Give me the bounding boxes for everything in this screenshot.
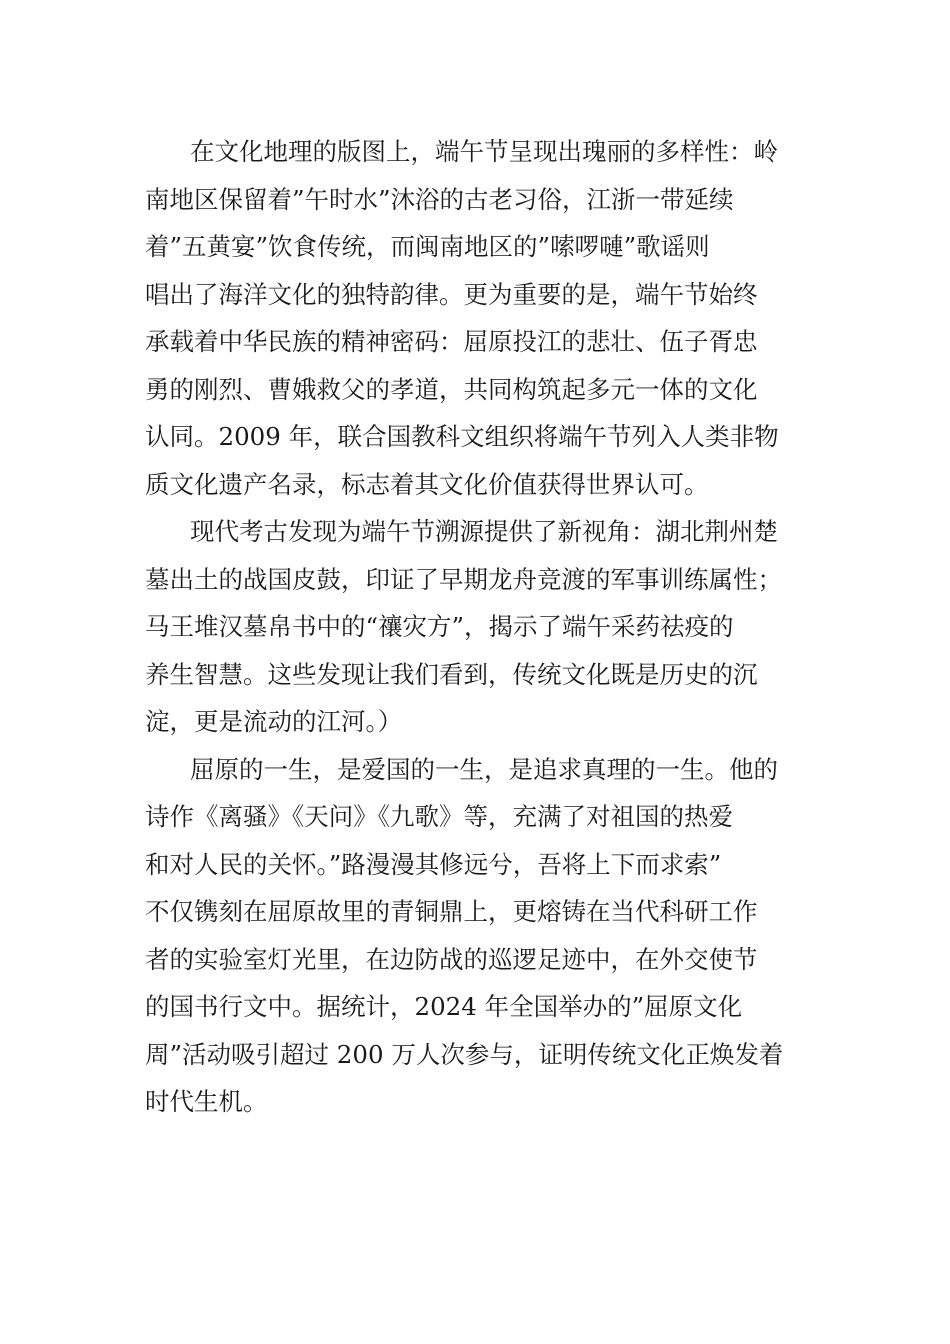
paragraph-line: 周”活动吸引超过 200 万人次参与，证明传统文化正焕发着 xyxy=(145,1039,784,1069)
paragraph-line: 墓出土的战国皮鼓，印证了早期龙舟竞渡的军事训练属性； xyxy=(145,564,782,594)
paragraph-qu-yuan xyxy=(145,746,810,1126)
paragraph-line: 屈原的一生，是爱国的一生，是追求真理的一生。他的 xyxy=(190,754,778,784)
paragraph-line: 和对人民的关怀。”路漫漫其修远兮，吾将上下而求索” xyxy=(145,849,722,879)
paragraph-line: 质文化遗产名录，标志着其文化价值获得世界认可。 xyxy=(145,469,709,499)
paragraph-line: 诗作《离骚》《天问》《九歌》等，充满了对祖国的热爱 xyxy=(145,802,733,831)
paragraph-line: 者的实验室灯光里，在边防战的巡逻足迹中，在外交使节 xyxy=(145,944,758,974)
paragraph-line: 淀，更是流动的江河。） xyxy=(145,707,403,736)
paragraph-line: 勇的刚烈、曹娥救父的孝道，共同构筑起多元一体的文化 xyxy=(145,374,758,404)
document-body xyxy=(145,128,810,1126)
paragraph-archaeology xyxy=(145,508,810,746)
paragraph-line: 现代考古发现为端午节溯源提供了新视角：湖北荆州楚 xyxy=(190,517,778,546)
paragraph-line: 马王堆汉墓帛书中的“禳灾方”，揭示了端午采药祛疫的 xyxy=(145,612,734,641)
paragraph-line: 在文化地理的版图上，端午节呈现出瑰丽的多样性：岭 xyxy=(190,137,778,166)
paragraph-line: 不仅镌刻在屈原故里的青铜鼎上，更熔铸在当代科研工作 xyxy=(145,897,758,926)
paragraph-line: 时代生机。 xyxy=(145,1087,268,1116)
paragraph-line: 的国书行文中。据统计，2024 年全国举办的”屈原文化 xyxy=(145,992,743,1021)
paragraph-line: 承载着中华民族的精神密码：屈原投江的悲壮、伍子胥忠 xyxy=(145,327,758,356)
paragraph-line: 认同。2009 年，联合国教科文组织将端午节列入人类非物 xyxy=(145,422,779,451)
paragraph-line: 唱出了海洋文化的独特韵律。更为重要的是，端午节始终 xyxy=(145,279,758,309)
paragraph-line: 养生智慧。这些发现让我们看到，传统文化既是历史的沉 xyxy=(145,659,758,689)
paragraph-line: 着”五黄宴”饮食传统，而闽南地区的”嗦啰嗹”歌谣则 xyxy=(145,232,710,261)
paragraph-line: 南地区保留着”午时水”沐浴的古老习俗，江浙一带延续 xyxy=(145,184,734,214)
paragraph-culture-geography xyxy=(145,128,810,508)
